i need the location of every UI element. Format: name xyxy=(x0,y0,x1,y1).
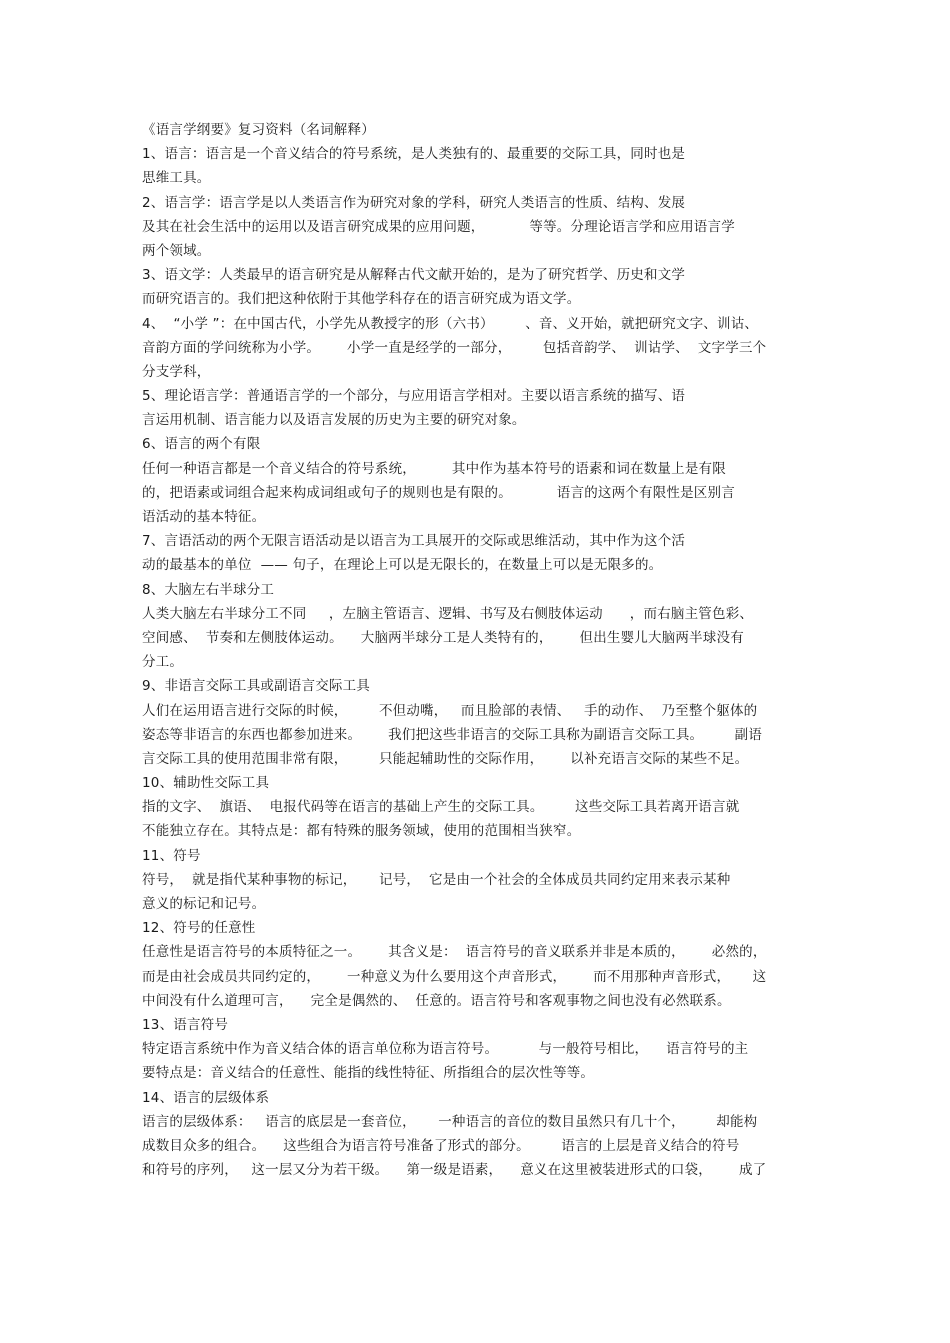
text-line: 任何一种语言都是一个音义结合的符号系统， 其中作为基本符号的语素和词在数量上是有限 xyxy=(142,460,726,477)
text-line: 语言的层级体系： 语言的底层是一套音位， 一种语言的音位的数目虽然只有几十个， 却能构 xyxy=(142,1113,758,1130)
text-line: 7、言语活动的两个无限言语活动是以语言为工具展开的交际或思维活动，其中作为这个活 xyxy=(142,533,686,550)
section-heading: 10、辅助性交际工具 xyxy=(142,775,270,792)
text-line: 空间感、 节奏和左侧肢体运动。 大脑两半球分工是人类特有的， 但出生婴儿大脑两半球没有 xyxy=(142,629,744,646)
text-line: 1、语言：语言是一个音义结合的符号系统，是人类独有的、最重要的交际工具，同时也是 xyxy=(142,146,686,163)
text-line: 意义的标记和记号。 xyxy=(142,896,266,912)
text-line: 5、理论语言学：普通语言学的一个部分，与应用语言学相对。主要以语言系统的描写、语 xyxy=(142,388,686,405)
text-line: 及其在社会生活中的运用以及语言研究成果的应用问题， 等等。分理论语言学和应用语言学 xyxy=(142,218,735,235)
text-line: 2、语言学：语言学是以人类语言作为研究对象的学科，研究人类语言的性质、结构、发展 xyxy=(142,194,686,211)
text-line: 而是由社会成员共同约定的， 一种意义为什么要用这个声音形式， 而不用那种声音形式， 这 xyxy=(142,968,767,985)
text-line: 成数目众多的组合。 这些组合为语言符号准备了形式的部分。 语言的上层是音义结合的符号 xyxy=(142,1137,740,1154)
text-line: 不能独立存在。其特点是：都有特殊的服务领域，使用的范围相当狭窄。 xyxy=(142,823,581,840)
section-heading: 14、语言的层级体系 xyxy=(142,1089,270,1106)
text-line: 人类大脑左右半球分工不同 ，左脑主管语言、逻辑、书写及右侧肢体运动 ，而右脑主管色彩、 xyxy=(142,605,754,622)
text-line: 特定语言系统中作为音义结合体的语言单位称为语言符号。 与一般符号相比， 语言符号的主 xyxy=(142,1041,749,1058)
text-line: 思维工具。 xyxy=(142,170,211,187)
text-line: 言交际工具的使用范围非常有限， 只能起辅助性的交际作用， 以补充语言交际的某些不足。 xyxy=(142,750,749,767)
text-line: 分支学科， xyxy=(142,363,211,380)
text-line: 而研究语言的。我们把这种依附于其他学科存在的语言研究成为语文学。 xyxy=(142,291,581,308)
text-line: 符号， 就是指代某种事物的标记， 记号， 它是由一个社会的全体成员共同约定用来表示某种 xyxy=(142,871,731,888)
text-line: 的，把语素或词组合起来构成词组或句子的规则也是有限的。 语言的这两个有限性是区别言 xyxy=(142,484,735,501)
text-line: 任意性是语言符号的本质特征之一。 其含义是： 语言符号的音义联系并非是本质的， 必然的， xyxy=(142,944,767,961)
text-line: 和符号的序列， 这一层又分为若干级。 第一级是语素， 意义在这里被装进形式的口袋， 成了 xyxy=(142,1162,767,1179)
section-heading: 8、大脑左右半球分工 xyxy=(142,581,275,598)
text-line: 3、语文学：人类最早的语言研究是从解释古代文献开始的，是为了研究哲学、历史和文学 xyxy=(142,267,686,284)
text-line: 人们在运用语言进行交际的时候， 不但动嘴， 而且脸部的表情、 手的动作、 乃至整个躯体的 xyxy=(142,702,758,719)
text-line: 指的文字、 旗语、 电报代码等在语言的基础上产生的交际工具。 这些交际工具若离开语言就 xyxy=(142,799,740,816)
text-line: 两个领域。 xyxy=(142,242,211,259)
text-line: 分工。 xyxy=(142,654,184,671)
section-heading: 11、符号 xyxy=(142,847,201,864)
text-line: 要特点是：音义结合的任意性、能指的线性特征、所指组合的层次性等等。 xyxy=(142,1065,595,1082)
section-heading: 12、符号的任意性 xyxy=(142,920,256,937)
text-line: 言运用机制、语言能力以及语言发展的历史为主要的研究对象。 xyxy=(142,412,526,429)
text-line: 中间没有什么道理可言， 完全是偶然的、 任意的。语言符号和客观事物之间也没有必然联系。 xyxy=(142,992,731,1009)
section-heading: 9、非语言交际工具或副语言交际工具 xyxy=(142,678,370,695)
text-line: 语活动的基本特征。 xyxy=(142,509,266,525)
section-heading: 13、语言符号 xyxy=(142,1016,229,1033)
text-line: 音韵方面的学问统称为小学。 小学一直是经学的一部分， 包括音韵学、 训诂学、 文字学三个 xyxy=(142,339,767,356)
text-line: 姿态等非语言的东西也都参加进来。 我们把这些非语言的交际工具称为副语言交际工具。 副语 xyxy=(142,726,763,743)
document-title: 《语言学纲要》复习资料（名词解释） xyxy=(142,122,375,138)
document-body xyxy=(142,118,812,1182)
text-line: 4、 “小学 ”：在中国古代，小学先从教授字的形（六书） 、音、义开始，就把研究文字、训诂、 xyxy=(142,315,759,332)
section-heading: 6、语言的两个有限 xyxy=(142,436,261,453)
text-line: 动的最基本的单位 —— 句子，在理论上可以是无限长的，在数量上可以是无限多的。 xyxy=(142,557,663,574)
